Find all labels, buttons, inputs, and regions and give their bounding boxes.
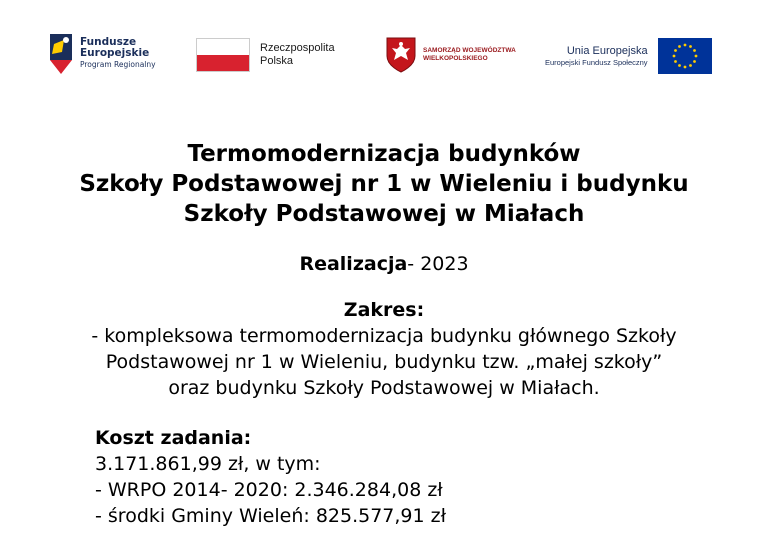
fe-line1: Fundusze <box>80 35 137 48</box>
koszt-item-gmina: - środki Gminy Wieleń: 825.577,91 zł <box>95 505 447 527</box>
eu-flag-icon <box>658 38 712 74</box>
fundusze-europejskie-logo <box>48 30 156 76</box>
title-line1: Termomodernizacja budynków <box>187 141 581 167</box>
sw-line1: SAMORZĄD WOJEWÓDZTWA <box>423 47 516 54</box>
zakres-line1: - kompleksowa termomodernizacja budynku głównego Szkoły <box>91 325 677 347</box>
fe-line2: Europejskie <box>80 46 150 59</box>
samorzad-wojewodztwa-logo <box>385 36 516 74</box>
rp-line1: Rzeczpospolita <box>260 42 335 54</box>
logo-bar <box>0 20 768 90</box>
koszt-total: 3.171.861,99 zł, w tym: <box>95 453 321 475</box>
coat-of-arms-icon <box>385 36 417 74</box>
fe-star-icon <box>48 30 74 76</box>
koszt-section <box>95 425 446 529</box>
unia-europejska-logo <box>545 38 712 74</box>
ue-line1: Unia Europejska <box>566 45 648 57</box>
zakres-line3: oraz budynku Szkoły Podstawowej w Miałach. <box>168 377 600 399</box>
realizacja-label: Realizacja <box>299 253 408 275</box>
rzeczpospolita-polska-logo <box>196 38 335 72</box>
document-title <box>0 139 768 229</box>
zakres-text <box>0 323 768 401</box>
koszt-heading: Koszt zadania: <box>95 427 252 449</box>
zakres-line2: Podstawowej nr 1 w Wieleniu, budynku tzw. „małej szkoły” <box>105 351 663 373</box>
title-line3: Szkoły Podstawowej w Miałach <box>183 201 585 227</box>
title-line2: Szkoły Podstawowej nr 1 w Wieleniu i budynku <box>79 171 689 197</box>
realizacja-line <box>0 251 768 277</box>
sw-line2: WIELKOPOLSKIEGO <box>423 55 488 62</box>
koszt-item-wrpo: - WRPO 2014- 2020: 2.346.284,08 zł <box>95 479 443 501</box>
ue-line2: Europejski Fundusz Społeczny <box>545 58 648 67</box>
rp-line2: Polska <box>260 55 294 67</box>
polish-flag-icon <box>196 38 250 72</box>
realizacja-value: - 2023 <box>407 253 469 275</box>
fe-line3: Program Regionalny <box>80 59 156 69</box>
zakres-heading: Zakres: <box>343 299 425 321</box>
